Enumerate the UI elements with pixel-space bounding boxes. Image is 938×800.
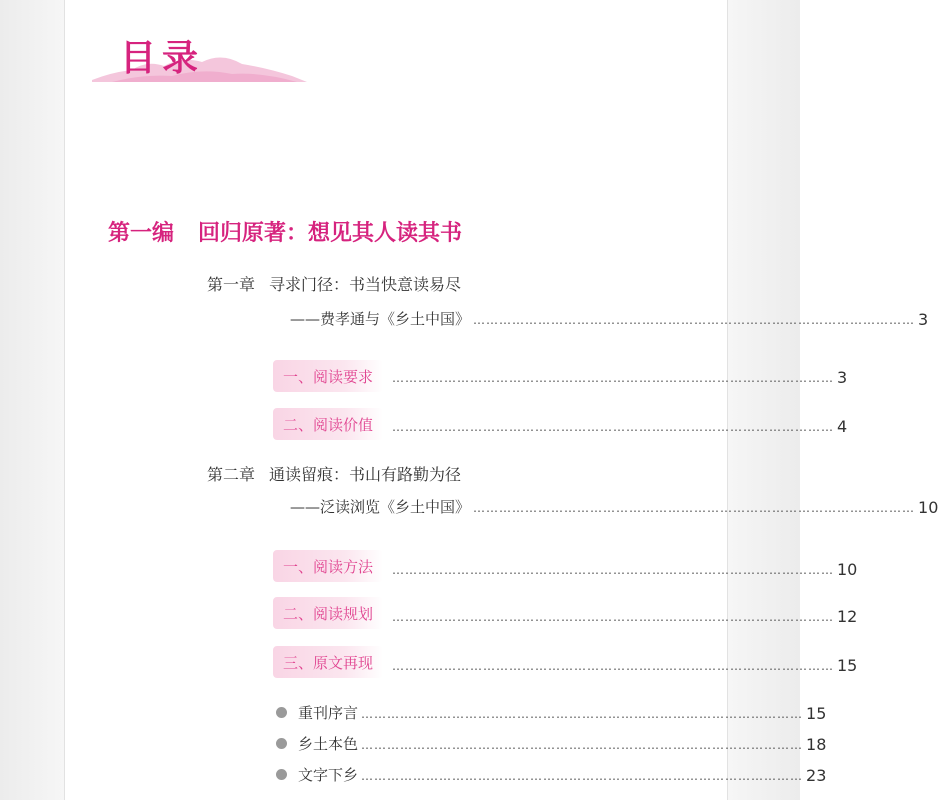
chapter-title: 寻求门径：书当快意读易尽 — [269, 275, 462, 294]
section-tag — [273, 597, 383, 629]
part-number: 第一编 — [108, 220, 175, 246]
section-label: 三、原文再现 — [283, 654, 374, 672]
toc-entry[interactable] — [298, 764, 827, 785]
leader-dots: ………………………………………………………………………………………… — [392, 371, 834, 385]
toc-entry[interactable] — [389, 560, 858, 579]
page-number: 15 — [806, 704, 827, 723]
item-label: 文字下乡 — [298, 766, 359, 784]
leader-dots: ………………………………………………………………………………………… — [473, 501, 916, 515]
section-tag — [273, 408, 383, 440]
chapter-title: 通读留痕：书山有路勤为径 — [269, 465, 462, 484]
page-number: 12 — [837, 607, 858, 626]
chapter-number: 第二章 — [207, 465, 256, 484]
page-number: 10 — [918, 498, 938, 517]
section-label: 一、阅读要求 — [283, 368, 374, 386]
toc-entry[interactable] — [298, 702, 827, 723]
part-title: 回归原著：想见其人读其书 — [198, 220, 463, 246]
bullet-dot-icon — [276, 707, 287, 718]
chapter-number: 第一章 — [207, 275, 256, 294]
toc-entry[interactable] — [389, 656, 858, 675]
page-edge-right — [727, 0, 728, 800]
page-number: 3 — [918, 310, 929, 329]
left-page-shadow — [0, 0, 64, 800]
toc-entry[interactable] — [389, 368, 848, 387]
leader-dots: ………………………………………………………………………………………… — [392, 420, 834, 434]
item-label: 乡土本色 — [298, 735, 359, 753]
toc-entry[interactable] — [389, 417, 848, 436]
page-edge-left — [64, 0, 65, 800]
chapter-heading — [207, 462, 461, 485]
page-number: 4 — [837, 417, 848, 436]
section-label: 二、阅读价值 — [283, 416, 374, 434]
bullet-dot-icon — [276, 738, 287, 749]
right-page-shadow — [728, 0, 800, 800]
page-number: 18 — [806, 735, 827, 754]
leader-dots: ………………………………………………………………………………………… — [392, 610, 834, 624]
leader-dots: ………………………………………………………………………………………… — [361, 707, 804, 721]
section-label: 一、阅读方法 — [283, 558, 374, 576]
toc-entry[interactable] — [298, 733, 827, 754]
leader-dots: ………………………………………………………………………………………… — [473, 313, 916, 327]
page-number: 15 — [837, 656, 858, 675]
toc-entry[interactable] — [290, 496, 938, 517]
item-label: 重刊序言 — [298, 704, 359, 722]
leader-dots: ………………………………………………………………………………………… — [361, 769, 804, 783]
chapter-subtitle: ——泛读浏览《乡土中国》 — [290, 498, 471, 516]
bullet-dot-icon — [276, 769, 287, 780]
part-heading — [108, 216, 462, 247]
section-tag — [273, 646, 383, 678]
toc-title: 目录 — [120, 37, 205, 79]
toc-entry[interactable] — [389, 607, 858, 626]
toc-entry[interactable] — [290, 308, 929, 329]
page-number: 3 — [837, 368, 848, 387]
leader-dots: ………………………………………………………………………………………… — [361, 738, 804, 752]
section-tag — [273, 360, 383, 392]
page-number: 23 — [806, 766, 827, 785]
leader-dots: ………………………………………………………………………………………… — [392, 563, 834, 577]
chapter-heading — [207, 272, 461, 295]
section-tag — [273, 550, 383, 582]
page-number: 10 — [837, 560, 858, 579]
leader-dots: ………………………………………………………………………………………… — [392, 659, 834, 673]
section-label: 二、阅读规划 — [283, 605, 374, 623]
chapter-subtitle: ——费孝通与《乡土中国》 — [290, 310, 471, 328]
